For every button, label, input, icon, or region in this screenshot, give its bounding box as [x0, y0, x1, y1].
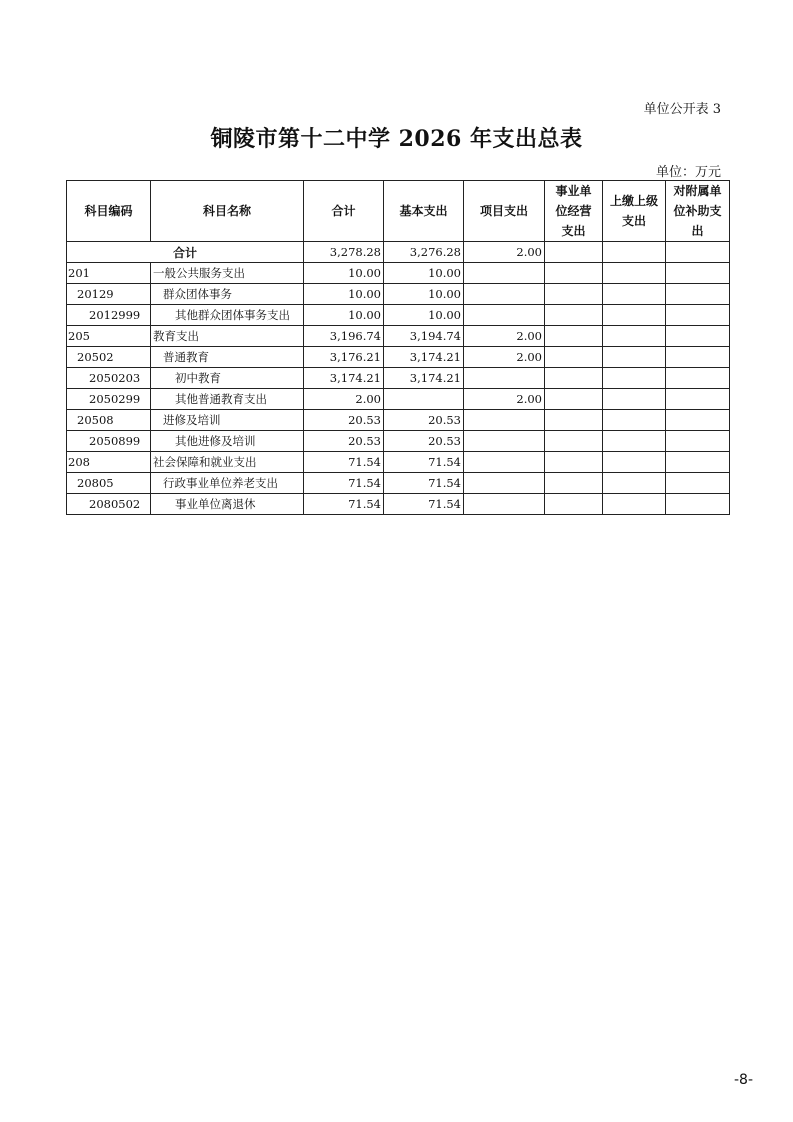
- amount-business: [545, 326, 603, 347]
- table-row: [67, 263, 730, 284]
- amount-subsidiary: [666, 284, 730, 305]
- amount-project: [464, 284, 545, 305]
- subject-code: 20502: [67, 347, 151, 368]
- subject-name: 教育支出: [151, 326, 304, 347]
- amount-subsidiary: [666, 410, 730, 431]
- amount-basic: 20.53: [384, 410, 464, 431]
- subject-code: 2012999: [67, 305, 151, 326]
- subject-name: 初中教育: [151, 368, 304, 389]
- amount-basic: 10.00: [384, 284, 464, 305]
- amount-subsidiary: [666, 368, 730, 389]
- subject-name: 其他普通教育支出: [151, 389, 304, 410]
- subject-code: 201: [67, 263, 151, 284]
- header-upper: 上缴上级支出: [603, 181, 666, 242]
- amount-basic: 10.00: [384, 263, 464, 284]
- subject-code: 2050899: [67, 431, 151, 452]
- amount-subsidiary: [666, 389, 730, 410]
- subject-code: 20805: [67, 473, 151, 494]
- amount-total: 3,176.21: [304, 347, 384, 368]
- table-row: [67, 494, 730, 515]
- header-subsidiary: 对附属单位补助支出: [666, 181, 730, 242]
- amount-business: [545, 263, 603, 284]
- amount-total: 71.54: [304, 494, 384, 515]
- amount-business: [545, 410, 603, 431]
- subject-name: 其他进修及培训: [151, 431, 304, 452]
- amount-upper: [603, 452, 666, 473]
- table-row: [67, 347, 730, 368]
- amount-basic: [384, 389, 464, 410]
- amount-subsidiary: [666, 347, 730, 368]
- amount-basic: 3,194.74: [384, 326, 464, 347]
- amount-upper: [603, 473, 666, 494]
- subject-code: 2050203: [67, 368, 151, 389]
- header-business: 事业单位经营支出: [545, 181, 603, 242]
- amount-project: [464, 305, 545, 326]
- total-upper: [603, 242, 666, 263]
- table-row: [67, 473, 730, 494]
- total-label: 合计: [67, 242, 304, 263]
- amount-business: [545, 473, 603, 494]
- amount-total: 3,174.21: [304, 368, 384, 389]
- amount-business: [545, 305, 603, 326]
- amount-project: 2.00: [464, 347, 545, 368]
- expenditure-table: [66, 180, 730, 515]
- amount-total: 71.54: [304, 473, 384, 494]
- header-name: 科目名称: [151, 181, 304, 242]
- amount-total: 71.54: [304, 452, 384, 473]
- amount-basic: 10.00: [384, 305, 464, 326]
- amount-project: [464, 263, 545, 284]
- subject-name: 进修及培训: [151, 410, 304, 431]
- table-row: [67, 368, 730, 389]
- total-subsidiary: [666, 242, 730, 263]
- amount-project: 2.00: [464, 326, 545, 347]
- amount-total: 3,196.74: [304, 326, 384, 347]
- header-total: 合计: [304, 181, 384, 242]
- amount-upper: [603, 305, 666, 326]
- table-header-row: [67, 181, 730, 242]
- amount-business: [545, 494, 603, 515]
- amount-business: [545, 347, 603, 368]
- amount-business: [545, 284, 603, 305]
- amount-upper: [603, 389, 666, 410]
- subject-code: 205: [67, 326, 151, 347]
- header-code: 科目编码: [67, 181, 151, 242]
- total-amount: 3,278.28: [304, 242, 384, 263]
- amount-upper: [603, 410, 666, 431]
- amount-business: [545, 368, 603, 389]
- table-row: [67, 284, 730, 305]
- subject-code: 20508: [67, 410, 151, 431]
- amount-upper: [603, 347, 666, 368]
- amount-project: [464, 452, 545, 473]
- amount-project: [464, 368, 545, 389]
- amount-total: 10.00: [304, 263, 384, 284]
- unit-label: 单位：万元: [655, 165, 721, 180]
- amount-total: 10.00: [304, 284, 384, 305]
- subject-name: 事业单位离退休: [151, 494, 304, 515]
- table-row: [67, 431, 730, 452]
- amount-basic: 3,174.21: [384, 368, 464, 389]
- subject-name: 普通教育: [151, 347, 304, 368]
- amount-total: 20.53: [304, 431, 384, 452]
- subject-name: 一般公共服务支出: [151, 263, 304, 284]
- table-row: [67, 452, 730, 473]
- amount-total: 20.53: [304, 410, 384, 431]
- amount-basic: 71.54: [384, 494, 464, 515]
- amount-subsidiary: [666, 431, 730, 452]
- subject-code: 2050299: [67, 389, 151, 410]
- total-project: 2.00: [464, 242, 545, 263]
- table-row: [67, 326, 730, 347]
- table-row: [67, 389, 730, 410]
- amount-upper: [603, 431, 666, 452]
- amount-business: [545, 452, 603, 473]
- amount-upper: [603, 284, 666, 305]
- amount-project: [464, 410, 545, 431]
- amount-basic: 71.54: [384, 473, 464, 494]
- amount-subsidiary: [666, 305, 730, 326]
- amount-project: [464, 494, 545, 515]
- table-row: [67, 410, 730, 431]
- subject-code: 2080502: [67, 494, 151, 515]
- table-row: [67, 305, 730, 326]
- subject-code: 20129: [67, 284, 151, 305]
- amount-subsidiary: [666, 452, 730, 473]
- amount-total: 10.00: [304, 305, 384, 326]
- amount-total: 2.00: [304, 389, 384, 410]
- subject-name: 群众团体事务: [151, 284, 304, 305]
- amount-business: [545, 431, 603, 452]
- amount-project: 2.00: [464, 389, 545, 410]
- header-basic: 基本支出: [384, 181, 464, 242]
- amount-subsidiary: [666, 473, 730, 494]
- amount-upper: [603, 263, 666, 284]
- amount-basic: 3,174.21: [384, 347, 464, 368]
- page-number: -8-: [733, 1072, 753, 1088]
- amount-project: [464, 473, 545, 494]
- total-row: [67, 242, 730, 263]
- amount-basic: 71.54: [384, 452, 464, 473]
- amount-upper: [603, 368, 666, 389]
- amount-upper: [603, 326, 666, 347]
- amount-upper: [603, 494, 666, 515]
- header-project: 项目支出: [464, 181, 545, 242]
- amount-subsidiary: [666, 494, 730, 515]
- total-business: [545, 242, 603, 263]
- subject-code: 208: [67, 452, 151, 473]
- amount-subsidiary: [666, 326, 730, 347]
- subject-name: 社会保障和就业支出: [151, 452, 304, 473]
- subject-name: 行政事业单位养老支出: [151, 473, 304, 494]
- subject-name: 其他群众团体事务支出: [151, 305, 304, 326]
- page-title: 铜陵市第十二中学 2026 年支出总表: [210, 126, 583, 152]
- amount-business: [545, 389, 603, 410]
- amount-subsidiary: [666, 263, 730, 284]
- amount-project: [464, 431, 545, 452]
- form-number: 单位公开表 3: [643, 102, 721, 117]
- amount-basic: 20.53: [384, 431, 464, 452]
- total-basic: 3,276.28: [384, 242, 464, 263]
